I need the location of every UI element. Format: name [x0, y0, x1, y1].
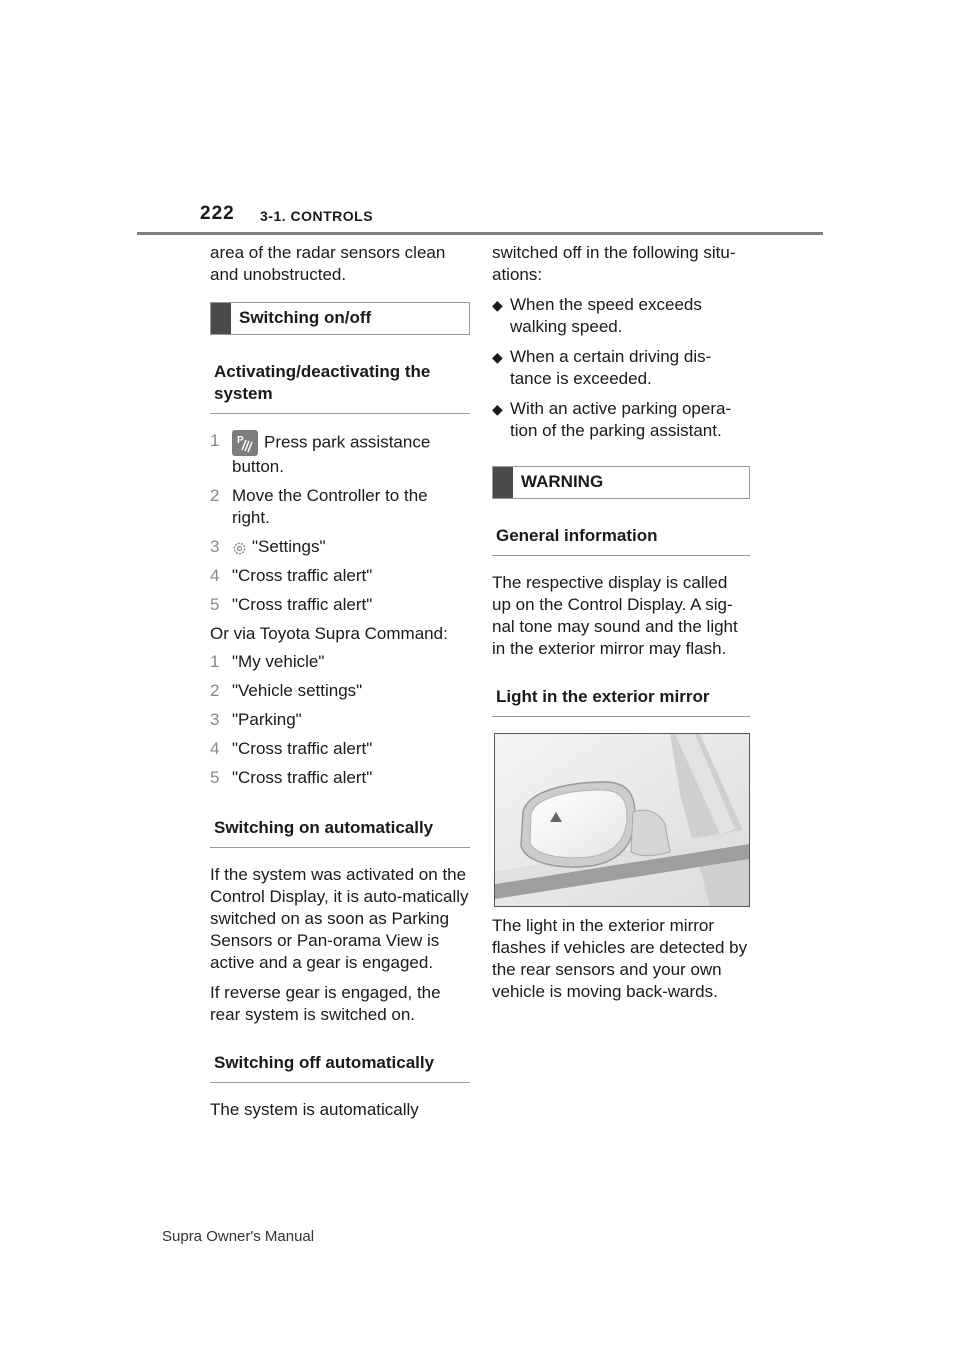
situations-intro: switched off in the following situ-ations:	[492, 243, 736, 284]
step-item: 3 "Settings"	[210, 537, 326, 556]
auto-on-heading: Switching on automatically	[210, 811, 470, 848]
auto-on-text: If the system was activated on the Control Display, it is auto-matically switched on as soon as Parking Sensors or Pan-orama View is active and a gear is engaged.	[210, 865, 469, 972]
step-item: 5 "Cross traffic alert"	[210, 768, 373, 787]
page-number: 222	[200, 203, 235, 224]
step-item: 4 "Cross traffic alert"	[210, 566, 373, 585]
mirror-light-heading: Light in the exterior mirror	[492, 680, 750, 717]
general-info-text: The respective display is called up on the Control Display. A sig-nal tone may sound and the light in the exterior mirror may flash.	[492, 573, 738, 658]
general-info-heading: General information	[492, 519, 750, 556]
left-column	[210, 242, 470, 1129]
step-item: 1 "My vehicle"	[210, 652, 325, 671]
warning-heading: WARNING	[492, 466, 750, 499]
park-assist-icon	[232, 430, 258, 456]
mirror-light-text: The light in the exterior mirror flashes if vehicles are detected by the rear sensors and your own vehicle is moving back-wards.	[492, 916, 748, 1001]
section-title: 3-1. CONTROLS	[260, 208, 374, 224]
switching-on-off-heading: Switching on/off	[210, 302, 470, 335]
step-item: 1 P Press park assistance button.	[210, 431, 431, 476]
svg-text:P: P	[237, 435, 244, 446]
auto-off-text: The system is automatically	[210, 1100, 419, 1119]
step-item: 2 "Vehicle settings"	[210, 681, 363, 700]
right-column	[492, 242, 750, 1011]
step-item: 4 "Cross traffic alert"	[210, 739, 373, 758]
gear-icon	[232, 540, 247, 555]
step-item: 3 "Parking"	[210, 710, 302, 729]
page-header	[0, 0, 960, 240]
list-item: ◆ When the speed exceeds walking speed.	[492, 295, 702, 336]
header-rule	[137, 232, 823, 235]
list-item: ◆ With an active parking opera-tion of the parking assistant.	[492, 399, 732, 440]
or-via-text: Or via Toyota Supra Command:	[210, 624, 448, 643]
activating-heading: Activating/deactivating the system	[210, 355, 470, 414]
list-item: ◆ When a certain driving dis-tance is exceeded.	[492, 347, 712, 388]
intro-text: area of the radar sensors clean and unobstructed.	[210, 243, 446, 284]
page-footer: Supra Owner's Manual	[162, 1228, 315, 1245]
reverse-gear-text: If reverse gear is engaged, the rear system is switched on.	[210, 983, 441, 1024]
mirror-illustration	[494, 733, 750, 907]
step-item: 2 Move the Controller to the right.	[210, 486, 428, 527]
auto-off-heading: Switching off automatically	[210, 1046, 470, 1083]
step-item: 5 "Cross traffic alert"	[210, 595, 373, 614]
